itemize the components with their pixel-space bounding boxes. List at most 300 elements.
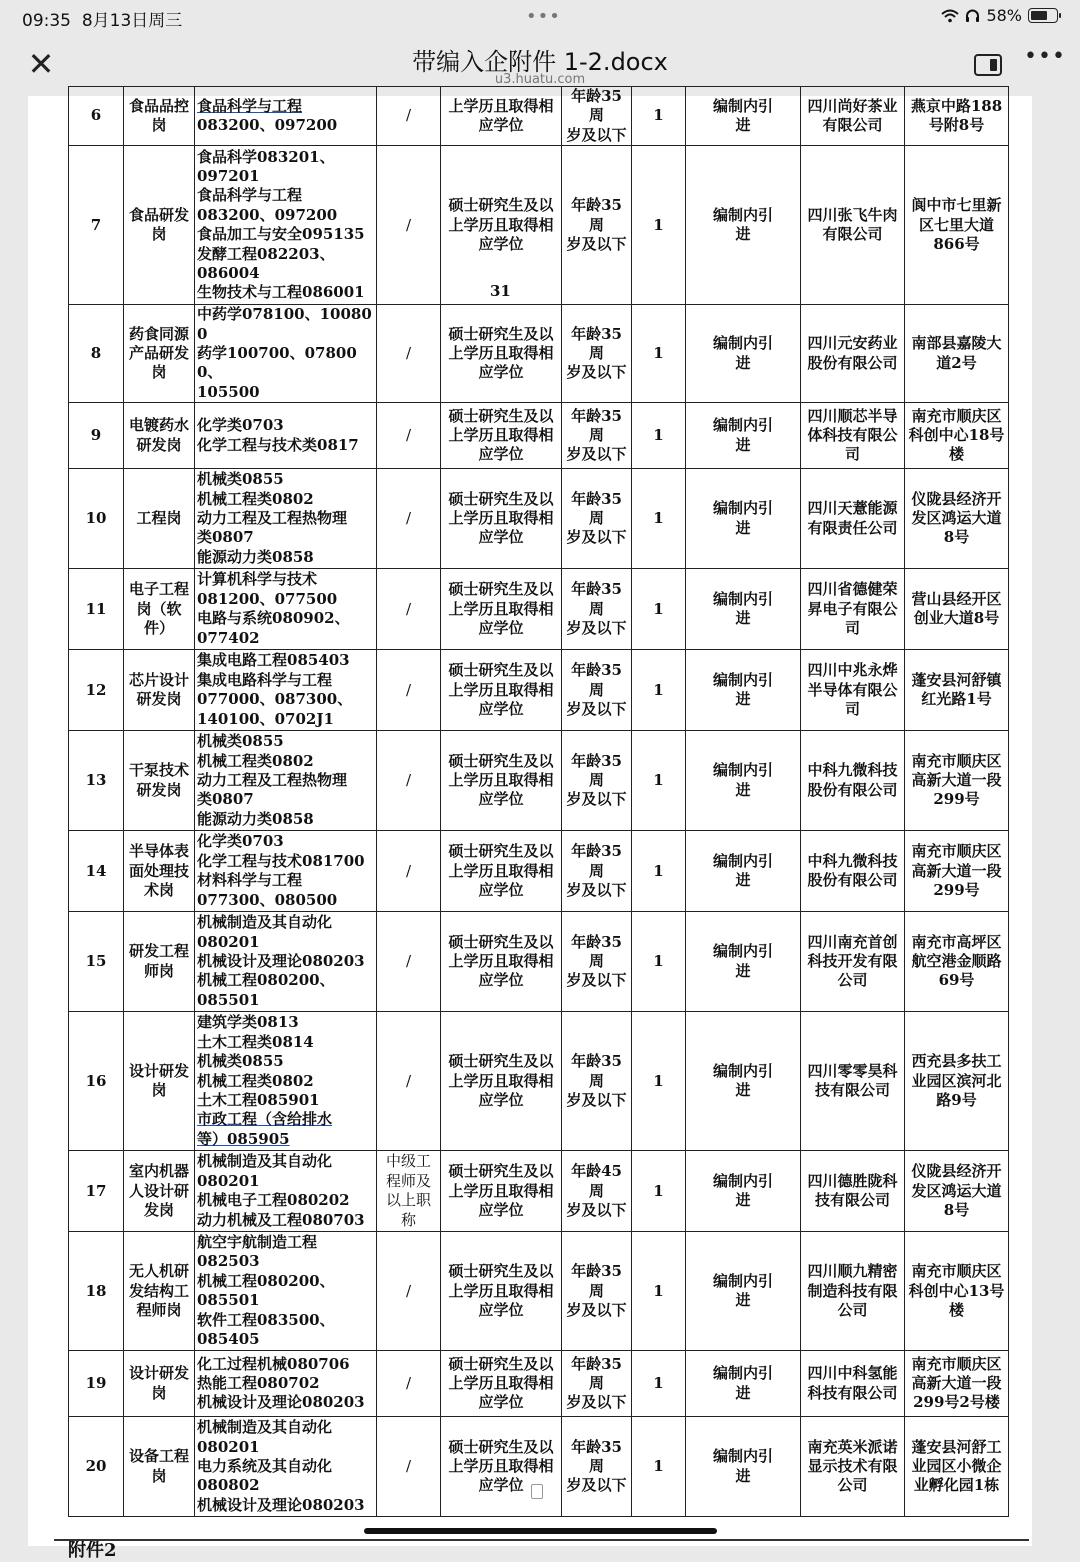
cell-line: 硕士研究生及以 — [448, 1354, 554, 1373]
cell-line: 上学历且取得相 — [448, 96, 554, 115]
cell-line: 程师及 — [385, 1171, 431, 1190]
work-address — [905, 469, 1009, 569]
cell-line: 岗 — [151, 1081, 167, 1100]
cell-line: 机械制造及其自动化 — [197, 1152, 333, 1171]
company-name — [801, 912, 905, 1012]
cell-line: 硕士研究生及以 — [448, 1262, 554, 1281]
cell-line: 年龄35周 — [571, 406, 622, 445]
cell-line: 科技有限公司 — [807, 1383, 898, 1402]
hiring-count: 1 — [632, 1351, 686, 1417]
cell-line: 年龄35周 — [571, 489, 622, 528]
company-name — [801, 1417, 905, 1517]
cell-line: 岗 — [151, 363, 167, 382]
age-requirement — [562, 831, 632, 912]
education-requirement — [441, 912, 562, 1012]
cell-line: 编制内引 — [712, 499, 773, 518]
cell-line: 发区鸿运大道 — [911, 1181, 1002, 1200]
cell-line: 高新大道一段 — [911, 861, 1002, 880]
age-requirement — [562, 305, 632, 403]
cell-line: 编制内引 — [712, 589, 773, 608]
cell-line: 年龄35周 — [571, 932, 622, 971]
cell-line: 动力工程及工程热物理 — [197, 771, 348, 790]
cell-line: 四川德胜陇科 — [807, 1171, 898, 1190]
cell-line: 编制内引 — [712, 1171, 773, 1190]
sidebar-toggle-icon[interactable] — [974, 54, 1002, 76]
cell-line: 机械电子工程080202 — [197, 1191, 350, 1210]
post-name — [124, 1417, 195, 1517]
hiring-count: 1 — [632, 650, 686, 731]
cell-line: 食品品控 — [128, 96, 189, 115]
certificate-requirement — [377, 569, 441, 650]
company-name — [801, 831, 905, 912]
cell-line: 道2号 — [936, 353, 977, 372]
row-number: 10 — [69, 469, 124, 569]
cell-line: 生物技术与工程086001 — [197, 283, 365, 302]
education-requirement — [441, 1351, 562, 1417]
cell-line: 年龄35周 — [571, 580, 622, 618]
page-divider — [54, 1539, 1029, 1541]
cell-line: 硕士研究生及以 — [448, 1162, 554, 1181]
company-name — [801, 403, 905, 469]
cell-line: 080201 — [197, 1437, 260, 1456]
cell-line: 编制内引 — [712, 1447, 773, 1466]
certificate-requirement — [377, 1151, 441, 1232]
post-name — [124, 569, 195, 650]
cell-line: 应学位 — [478, 234, 524, 253]
cell-line: 四川省德健荣 — [807, 580, 898, 599]
cell-line: 应学位 — [478, 1393, 524, 1412]
cell-line: 上学历且取得相 — [448, 1181, 554, 1200]
cell-line: 昇电子有限公 — [807, 599, 898, 618]
cell-line: 集成电路科学与工程 — [197, 670, 333, 689]
cell-line: 进 — [735, 609, 751, 628]
education-requirement — [441, 305, 562, 403]
row-number: 14 — [69, 831, 124, 912]
status-right — [941, 6, 1058, 25]
cell-line: 上学历且取得相 — [448, 1281, 554, 1300]
cell-line: 路9号 — [936, 1090, 977, 1109]
major-requirement — [195, 403, 377, 469]
cell-line: 四川南充首创 — [807, 932, 898, 951]
multitask-dots[interactable]: ••• — [526, 6, 561, 27]
hiring-count: 1 — [632, 831, 686, 912]
more-options-icon[interactable]: ••• — [1024, 44, 1066, 69]
cell-line: 发区鸿运大道 — [911, 509, 1002, 528]
age-requirement — [562, 87, 632, 146]
post-name — [124, 146, 195, 305]
work-address — [905, 1232, 1009, 1351]
cell-line: 岁及以下 — [566, 1300, 627, 1319]
cell-line: 师岗 — [143, 961, 174, 980]
hiring-count: 1 — [632, 305, 686, 403]
close-icon[interactable]: ✕ — [27, 45, 55, 83]
document-page — [28, 87, 1032, 1561]
work-address — [905, 1151, 1009, 1232]
age-requirement — [562, 403, 632, 469]
hiring-count: 1 — [632, 731, 686, 831]
education-requirement — [441, 403, 562, 469]
cell-line: 应学位 — [478, 1090, 524, 1109]
cell-line: 南充英米派诺 — [807, 1437, 898, 1456]
battery-percent: 58% — [986, 6, 1022, 25]
post-name — [124, 305, 195, 403]
cell-line: 上学历且取得相 — [448, 861, 554, 880]
hiring-count: 1 — [632, 1151, 686, 1232]
headphones-icon — [965, 9, 980, 23]
cell-line: 半导体表 — [128, 842, 189, 861]
cell-line: 食品科学与工程 — [197, 96, 303, 115]
cell-line: 140100、0702J1 — [197, 709, 334, 728]
age-requirement — [562, 1012, 632, 1151]
cell-line: 应学位 — [478, 1300, 524, 1319]
work-address — [905, 87, 1009, 146]
row-number: 9 — [69, 403, 124, 469]
cell-line: / — [405, 509, 412, 528]
major-requirement — [195, 912, 377, 1012]
major-requirement — [195, 1417, 377, 1517]
cell-line: 应学位 — [478, 1476, 524, 1495]
row-number: 18 — [69, 1232, 124, 1351]
cell-line: 上学历且取得相 — [448, 771, 554, 790]
cell-line: 上学历且取得相 — [448, 344, 554, 363]
cell-line: 四川顺九精密 — [807, 1262, 898, 1281]
certificate-requirement — [377, 146, 441, 305]
cell-line: 进 — [735, 1191, 751, 1210]
cell-line: 077402 — [197, 628, 260, 647]
cell-line: 编制内引 — [712, 851, 773, 870]
cell-line: 南充市顺庆区 — [911, 1262, 1002, 1281]
cell-line: 硕士研究生及以 — [448, 661, 554, 680]
certificate-requirement — [377, 87, 441, 146]
cell-line: 西充县多扶工 — [911, 1052, 1002, 1071]
cell-line: 显示技术有限 — [807, 1457, 898, 1476]
cell-line: 高新大道一段 — [911, 1374, 1002, 1393]
cell-line: 岁及以下 — [566, 1476, 627, 1495]
cell-line: 室内机器 — [128, 1162, 189, 1181]
row-number: 11 — [69, 569, 124, 650]
company-name — [801, 87, 905, 146]
cell-line: 公司 — [837, 1300, 868, 1319]
certificate-requirement — [377, 1012, 441, 1151]
recruitment-mode — [686, 469, 801, 569]
cell-line: / — [405, 1071, 412, 1090]
company-name — [801, 731, 905, 831]
cell-line: 进 — [735, 225, 751, 244]
cell-line: 上学历且取得相 — [448, 215, 554, 234]
age-requirement — [562, 569, 632, 650]
hiring-count: 1 — [632, 912, 686, 1012]
cell-line: 岁及以下 — [566, 790, 627, 809]
cell-line: 085405 — [197, 1330, 260, 1349]
major-requirement — [195, 469, 377, 569]
cell-line: 年龄35周 — [571, 324, 622, 363]
major-requirement — [195, 1232, 377, 1351]
cell-line: 硕士研究生及以 — [448, 751, 554, 770]
cell-line: 南部县嘉陵大 — [911, 334, 1002, 353]
table-row — [69, 305, 1009, 403]
cell-line: 年龄35周 — [571, 661, 622, 699]
post-name — [124, 912, 195, 1012]
cell-line: 化学工程与技术081700 — [197, 851, 365, 870]
cell-line: 编制内引 — [712, 942, 773, 961]
cell-line: 药食同源 — [128, 324, 189, 343]
cell-line: 司 — [844, 699, 860, 718]
cell-line: 电力系统及其自动化 — [197, 1457, 333, 1476]
age-requirement — [562, 1151, 632, 1232]
row-number: 19 — [69, 1351, 124, 1417]
cell-line: 设计研发 — [128, 1364, 189, 1383]
cell-line: 设计研发 — [128, 1061, 189, 1080]
cell-line: 燕京中路188 — [910, 96, 1003, 115]
page-number: 31 — [490, 282, 511, 300]
cell-line: 应学位 — [478, 699, 524, 718]
cell-line: 建筑学类0813 — [197, 1013, 299, 1032]
cell-line: 69号 — [938, 971, 975, 990]
cell-line: 动力机械及工程080703 — [197, 1210, 365, 1229]
cell-line: 082503 — [197, 1252, 260, 1271]
cell-line: 芯片设计 — [128, 670, 189, 689]
cell-line: 进 — [735, 116, 751, 135]
recruitment-mode — [686, 146, 801, 305]
cell-line: 航空港金顺路 — [911, 952, 1002, 971]
certificate-requirement — [377, 1351, 441, 1417]
cell-line: 计算机科学与技术 — [197, 570, 318, 589]
cell-line: 材料科学与工程 — [197, 871, 303, 890]
post-name — [124, 1151, 195, 1232]
cell-line: 南充市顺庆区 — [911, 751, 1002, 770]
cell-line: 年龄35周 — [571, 1354, 622, 1393]
cell-line: 机械工程080200、 — [197, 971, 335, 990]
cell-line: 应学位 — [478, 445, 524, 464]
table-row — [69, 650, 1009, 731]
cell-line: 岗 — [151, 1466, 167, 1485]
cell-line: 机械工程类0802 — [197, 751, 314, 770]
cell-line: 蓬安县河舒镇 — [911, 670, 1002, 689]
cell-line: 年龄35周 — [571, 1262, 622, 1300]
cell-line: 化工过程机械080706 — [197, 1354, 350, 1373]
cell-line: 仪陇县经济开 — [911, 1162, 1002, 1181]
cell-line: 应学位 — [478, 363, 524, 382]
cell-line: 085501 — [197, 1291, 260, 1310]
cell-line: 硕士研究生及以 — [448, 580, 554, 599]
cell-line: 干泵技术 — [128, 761, 189, 780]
cell-line: 机械设计及理论080203 — [197, 1495, 365, 1514]
cell-line: 产品研发 — [128, 344, 189, 363]
cell-line: 食品研发 — [128, 205, 189, 224]
cell-line: 进 — [735, 518, 751, 537]
major-requirement — [195, 569, 377, 650]
document-title: 带编入企附件 1-2.docx — [412, 48, 668, 76]
major-requirement — [195, 831, 377, 912]
cell-line: 类0807 — [197, 790, 254, 809]
cell-line: 编制内引 — [712, 1271, 773, 1290]
cell-line: 电镀药水 — [128, 416, 189, 435]
cell-line: 077000、087300、 — [197, 690, 353, 709]
cell-line: 应学位 — [478, 116, 524, 135]
cell-line: 编制内引 — [712, 205, 773, 224]
cell-line: 热能工程080702 — [197, 1374, 320, 1393]
recruitment-mode — [686, 1232, 801, 1351]
table-row — [69, 1232, 1009, 1351]
cell-line: 岁及以下 — [566, 234, 627, 253]
education-requirement — [441, 831, 562, 912]
certificate-requirement — [377, 1232, 441, 1351]
recruitment-mode — [686, 650, 801, 731]
cell-line: 四川元安药业 — [807, 334, 898, 353]
cell-line: 机械工程类0802 — [197, 1071, 314, 1090]
row-number: 6 — [69, 87, 124, 146]
row-number: 20 — [69, 1417, 124, 1517]
row-number: 13 — [69, 731, 124, 831]
post-name — [124, 1012, 195, 1151]
hiring-count: 1 — [632, 1417, 686, 1517]
major-requirement — [195, 731, 377, 831]
recruitment-mode — [686, 305, 801, 403]
cell-line: 岁及以下 — [566, 1200, 627, 1219]
cell-line: 面处理技 — [128, 861, 189, 880]
cell-line: 土木工程类0814 — [197, 1032, 314, 1051]
cell-line: 应学位 — [478, 528, 524, 547]
cell-line: 岁及以下 — [566, 125, 627, 144]
cell-line: 发岗 — [143, 1200, 174, 1219]
cell-line: 化学类0703 — [197, 416, 284, 435]
cell-line: 动力工程及工程热物理 — [197, 509, 348, 528]
cell-line: 制造科技有限 — [807, 1281, 898, 1300]
cell-line: 上学历且取得相 — [448, 1457, 554, 1476]
cell-line: 司 — [844, 618, 860, 637]
cell-line: 机械设计及理论080203 — [197, 952, 365, 971]
company-name — [801, 1351, 905, 1417]
cell-line: 进 — [735, 871, 751, 890]
cell-line: / — [405, 1374, 412, 1393]
cell-line: / — [405, 215, 412, 234]
cell-line: 机械类0855 — [197, 732, 284, 751]
row-number: 15 — [69, 912, 124, 1012]
cell-line: 机械设计及理论080203 — [197, 1393, 365, 1412]
cell-line: 机械类0855 — [197, 1052, 284, 1071]
cell-line: 应学位 — [478, 971, 524, 990]
age-requirement — [562, 731, 632, 831]
cell-line: 年龄35周 — [571, 751, 622, 790]
cell-line: 上学历且取得相 — [448, 1071, 554, 1090]
cell-line: 公司 — [837, 971, 868, 990]
table-row — [69, 1417, 1009, 1517]
company-name — [801, 1012, 905, 1151]
cell-line: 097201 — [197, 167, 260, 185]
cell-line: 阆中市七里新 — [911, 196, 1002, 215]
hiring-count: 1 — [632, 1232, 686, 1351]
cell-line: 件） — [143, 618, 174, 637]
cell-line: / — [405, 344, 412, 363]
cell-line: 食品科学与工程 — [197, 186, 303, 205]
status-time: 09:35 8月13日周三 — [22, 11, 183, 31]
cell-line: 技有限公司 — [814, 1191, 890, 1210]
cell-line: 应学位 — [478, 790, 524, 809]
certificate-requirement — [377, 831, 441, 912]
cell-line: 四川中科氢能 — [807, 1364, 898, 1383]
cell-line: 食品加工与安全095135 — [197, 225, 365, 244]
cell-line: 080201 — [197, 1171, 260, 1190]
certificate-requirement — [377, 469, 441, 569]
cell-line: 机械工程类0802 — [197, 489, 314, 508]
cell-line: 岗 — [151, 1383, 167, 1402]
table-row — [69, 469, 1009, 569]
major-requirement — [195, 87, 377, 146]
age-requirement — [562, 1232, 632, 1351]
work-address — [905, 569, 1009, 650]
cell-line: 299号2号楼 — [913, 1393, 1000, 1412]
education-requirement — [441, 146, 562, 305]
cell-line: 半导体有限公 — [807, 680, 898, 699]
table-row — [69, 569, 1009, 650]
cell-line: 南充市高坪区 — [911, 932, 1002, 951]
company-name — [801, 1232, 905, 1351]
recruitment-mode — [686, 731, 801, 831]
cell-line: 上学历且取得相 — [448, 509, 554, 528]
home-indicator[interactable] — [364, 1528, 717, 1534]
cell-line: / — [405, 106, 412, 125]
cell-line: 药学100700、078000、 — [197, 344, 357, 382]
hiring-count: 1 — [632, 403, 686, 469]
cell-line: 以上职 — [385, 1191, 431, 1210]
cell-line: 硕士研究生及以 — [448, 1437, 554, 1456]
cell-line: 化学类0703 — [197, 832, 284, 851]
cell-line: 进 — [735, 353, 751, 372]
battery-icon — [1028, 8, 1058, 23]
age-requirement — [562, 650, 632, 731]
education-requirement — [441, 650, 562, 731]
table-row — [69, 831, 1009, 912]
cell-line: 股份有限公司 — [807, 780, 898, 799]
cell-line: 299号 — [933, 880, 980, 899]
cell-line: 研发工程 — [128, 942, 189, 961]
cell-line: 研发岗 — [136, 435, 182, 454]
next-section-heading: 附件2 — [68, 1540, 117, 1561]
cell-line: 进 — [735, 780, 751, 799]
row-number: 7 — [69, 146, 124, 305]
table-row — [69, 403, 1009, 469]
cell-line: 技有限公司 — [814, 1081, 890, 1100]
cell-line: 司 — [844, 445, 860, 464]
certificate-requirement — [377, 1417, 441, 1517]
row-number: 12 — [69, 650, 124, 731]
major-requirement — [195, 650, 377, 731]
cell-line: 进 — [735, 1466, 751, 1485]
table-row — [69, 912, 1009, 1012]
post-name — [124, 650, 195, 731]
cell-line: 083200、097200 — [197, 205, 338, 224]
cell-line: 集成电路工程085403 — [197, 651, 350, 670]
table-row — [69, 1351, 1009, 1417]
cell-line: 公司 — [837, 1476, 868, 1495]
work-address — [905, 650, 1009, 731]
cell-line: 业园区滨河北 — [911, 1071, 1002, 1090]
cell-line: / — [405, 771, 412, 790]
education-requirement — [441, 87, 562, 146]
cell-line: 体科技有限公 — [807, 426, 898, 445]
post-name — [124, 87, 195, 146]
cell-line: 硕士研究生及以 — [448, 324, 554, 343]
cell-line: 中级工 — [385, 1152, 431, 1171]
row-number: 8 — [69, 305, 124, 403]
cell-line: 号附8号 — [928, 116, 985, 135]
age-requirement — [562, 1417, 632, 1517]
cell-line: 业园区小微企 — [911, 1457, 1002, 1476]
cell-line: / — [405, 426, 412, 445]
cell-line: 四川张飞牛肉 — [807, 205, 898, 224]
hiring-count: 1 — [632, 569, 686, 650]
major-requirement — [195, 1351, 377, 1417]
